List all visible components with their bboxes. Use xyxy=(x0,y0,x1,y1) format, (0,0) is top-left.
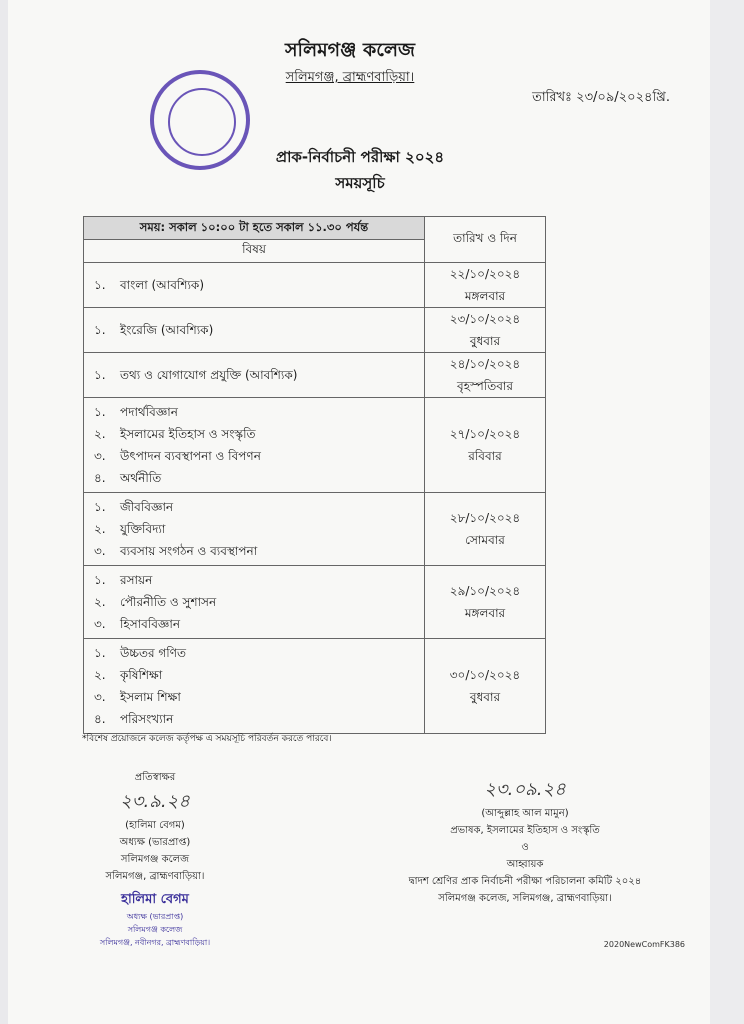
subject-name: যুক্তিবিদ্যা xyxy=(120,522,166,536)
schedule-row xyxy=(84,493,546,566)
subject-name: পরিসংখ্যান xyxy=(120,712,174,726)
schedule-note: *বিশেষ প্রয়োজনে কলেজ কর্তৃপক্ষ এ সময়সূচি পরিবর্তন করতে পারবে। xyxy=(82,734,332,744)
exam-date: ২৪/১০/২০২৪ xyxy=(449,357,521,371)
exam-day: মঙ্গলবার xyxy=(464,289,506,303)
subject-item xyxy=(94,496,424,518)
convener-name: (আব্দুল্লাহ আল মামুন) xyxy=(481,808,569,819)
subject-cell xyxy=(84,639,425,734)
exam-schedule-table xyxy=(83,216,546,734)
convener-and: ও xyxy=(521,842,529,853)
time-header: সময়: সকাল ১০:০০ টা হতে সকাল ১১.৩০ পর্যন্ত xyxy=(84,217,425,240)
subject-number: ১. xyxy=(94,278,106,292)
principal-place: সলিমগঞ্জ, ব্রাহ্মণবাড়িয়া। xyxy=(105,871,205,882)
subject-number: ১. xyxy=(94,573,106,587)
principal-title: অধ্যক্ষ (ভারপ্রাপ্ত) xyxy=(119,837,191,848)
subject-number: ৪. xyxy=(94,712,106,726)
subject-item xyxy=(94,708,424,730)
subject-item xyxy=(94,467,424,489)
subject-name: তথ্য ও যোগাযোগ প্রযুক্তি (আবশ্যিক) xyxy=(120,368,298,382)
schedule-row xyxy=(84,263,546,308)
schedule-row xyxy=(84,639,546,734)
college-name: সলিমগঞ্জ কলেজ xyxy=(284,39,416,61)
subject-number: ১. xyxy=(94,323,106,337)
subject-name: বাংলা (আবশ্যিক) xyxy=(120,278,205,292)
date-cell xyxy=(425,398,546,493)
page-margin xyxy=(710,0,744,1024)
principal-signature-date: ২৩.৯.২৪ xyxy=(120,791,190,812)
subject-name: ইসলাম শিক্ষা xyxy=(120,690,181,704)
subject-item xyxy=(94,664,424,686)
principal-name: (হালিমা বেগম) xyxy=(125,820,185,831)
subject-item xyxy=(94,569,424,591)
principal-signature-block xyxy=(80,770,230,886)
college-address: সলিমগঞ্জ, ব্রাহ্মণবাড়িয়া। xyxy=(285,70,415,85)
principal-org: সলিমগঞ্জ কলেজ xyxy=(120,854,190,865)
subject-name: পদার্থবিজ্ঞান xyxy=(120,405,178,419)
subject-name: হিসাববিজ্ঞান xyxy=(120,617,181,631)
exam-date: ২২/১০/২০২৪ xyxy=(449,267,521,281)
subject-name: ইসলামের ইতিহাস ও সংস্কৃতি xyxy=(120,427,256,441)
stamp-title: অধ্যক্ষ (ভারপ্রাপ্ত) xyxy=(126,912,184,921)
subject-cell xyxy=(84,566,425,639)
subject-item xyxy=(94,319,424,341)
date-cell xyxy=(425,263,546,308)
date-cell xyxy=(425,353,546,398)
exam-day: বৃহস্পতিবার xyxy=(457,379,513,393)
subject-item xyxy=(94,518,424,540)
college-seal-icon xyxy=(150,70,250,170)
subject-header: বিষয় xyxy=(84,240,425,263)
exam-date: ২৩/১০/২০২৪ xyxy=(449,312,521,326)
countersign-label: প্রতিস্বাক্ষর xyxy=(134,772,176,783)
subject-item xyxy=(94,423,424,445)
subject-number: ২. xyxy=(94,427,106,441)
exam-date: ২৭/১০/২০২৪ xyxy=(449,427,521,441)
date-cell xyxy=(425,566,546,639)
subject-name: উৎপাদন ব্যবস্থাপনা ও বিপণন xyxy=(120,449,261,463)
subject-number: ১. xyxy=(94,500,106,514)
exam-day: রবিবার xyxy=(468,449,502,463)
exam-date: ৩০/১০/২০২৪ xyxy=(449,668,521,682)
date-header: তারিখ ও দিন xyxy=(425,217,546,263)
subject-cell xyxy=(84,398,425,493)
exam-day: মঙ্গলবার xyxy=(464,606,506,620)
date-cell xyxy=(425,639,546,734)
subject-item xyxy=(94,642,424,664)
subject-item xyxy=(94,613,424,635)
subject-name: ব্যবসায় সংগঠন ও ব্যবস্থাপনা xyxy=(120,544,258,558)
exam-day: সোমবার xyxy=(465,533,505,547)
stamp-place: সলিমগঞ্জ, নবীনগর, ব্রাহ্মণবাড়িয়া। xyxy=(99,938,211,947)
convener-signature-date: ২৩.০৯.২৪ xyxy=(484,779,566,800)
subject-item xyxy=(94,445,424,467)
convener-title: প্রভাষক, ইসলামের ইতিহাস ও সংস্কৃতি xyxy=(450,825,600,836)
convener-role: আহ্বায়ক xyxy=(506,859,544,870)
exam-title: প্রাক-নির্বাচনী পরীক্ষা ২০২৪ xyxy=(275,148,445,166)
schedule-row xyxy=(84,566,546,639)
subject-item xyxy=(94,540,424,562)
subject-number: ১. xyxy=(94,368,106,382)
subject-item xyxy=(94,591,424,613)
document-date: তারিখঃ ২৩/০৯/২০২৪খ্রি. xyxy=(532,90,670,105)
schedule-title: সময়সূচি xyxy=(335,174,385,192)
subject-cell xyxy=(84,308,425,353)
subject-cell xyxy=(84,493,425,566)
subject-name: জীববিজ্ঞান xyxy=(120,500,174,514)
subject-name: কৃষিশিক্ষা xyxy=(120,668,163,682)
stamp-name: হালিমা বেগম xyxy=(121,892,189,907)
subject-name: ইংরেজি (আবশ্যিক) xyxy=(120,323,214,337)
date-cell xyxy=(425,493,546,566)
subject-number: ২. xyxy=(94,668,106,682)
schedule-row xyxy=(84,398,546,493)
footer-code: 2020NewComFK386 xyxy=(603,940,685,949)
subject-number: ১. xyxy=(94,646,106,660)
seal-inner-ring xyxy=(168,88,236,156)
subject-number: ৪. xyxy=(94,471,106,485)
subject-name: অর্থনীতি xyxy=(120,471,162,485)
exam-day: বুধবার xyxy=(469,690,501,704)
subject-item xyxy=(94,686,424,708)
subject-number: ৩. xyxy=(94,449,106,463)
date-cell xyxy=(425,308,546,353)
subject-name: উচ্চতর গণিত xyxy=(120,646,186,660)
subject-item xyxy=(94,274,424,296)
subject-item xyxy=(94,401,424,423)
subject-number: ২. xyxy=(94,595,106,609)
subject-number: ৩. xyxy=(94,690,106,704)
subject-name: পৌরনীতি ও সুশাসন xyxy=(120,595,217,609)
exam-date: ২৯/১০/২০২৪ xyxy=(449,584,521,598)
schedule-row xyxy=(84,308,546,353)
exam-date: ২৮/১০/২০২৪ xyxy=(449,511,521,525)
convener-signature-block xyxy=(395,775,655,908)
subject-cell xyxy=(84,263,425,308)
subject-number: ৩. xyxy=(94,544,106,558)
exam-day: বুধবার xyxy=(469,334,501,348)
subject-number: ৩. xyxy=(94,617,106,631)
subject-number: ২. xyxy=(94,522,106,536)
convener-org: সলিমগঞ্জ কলেজ, সলিমগঞ্জ, ব্রাহ্মণবাড়িয়া। xyxy=(438,893,612,904)
convener-committee: দ্বাদশ শ্রেণির প্রাক নির্বাচনী পরীক্ষা পরিচালনা কমিটি ২০২৪ xyxy=(408,876,642,887)
subject-item xyxy=(94,364,424,386)
principal-stamp xyxy=(80,890,230,950)
subject-number: ১. xyxy=(94,405,106,419)
schedule-row xyxy=(84,353,546,398)
subject-cell xyxy=(84,353,425,398)
stamp-org: সলিমগঞ্জ কলেজ xyxy=(127,925,183,934)
subject-name: রসায়ন xyxy=(120,573,153,587)
